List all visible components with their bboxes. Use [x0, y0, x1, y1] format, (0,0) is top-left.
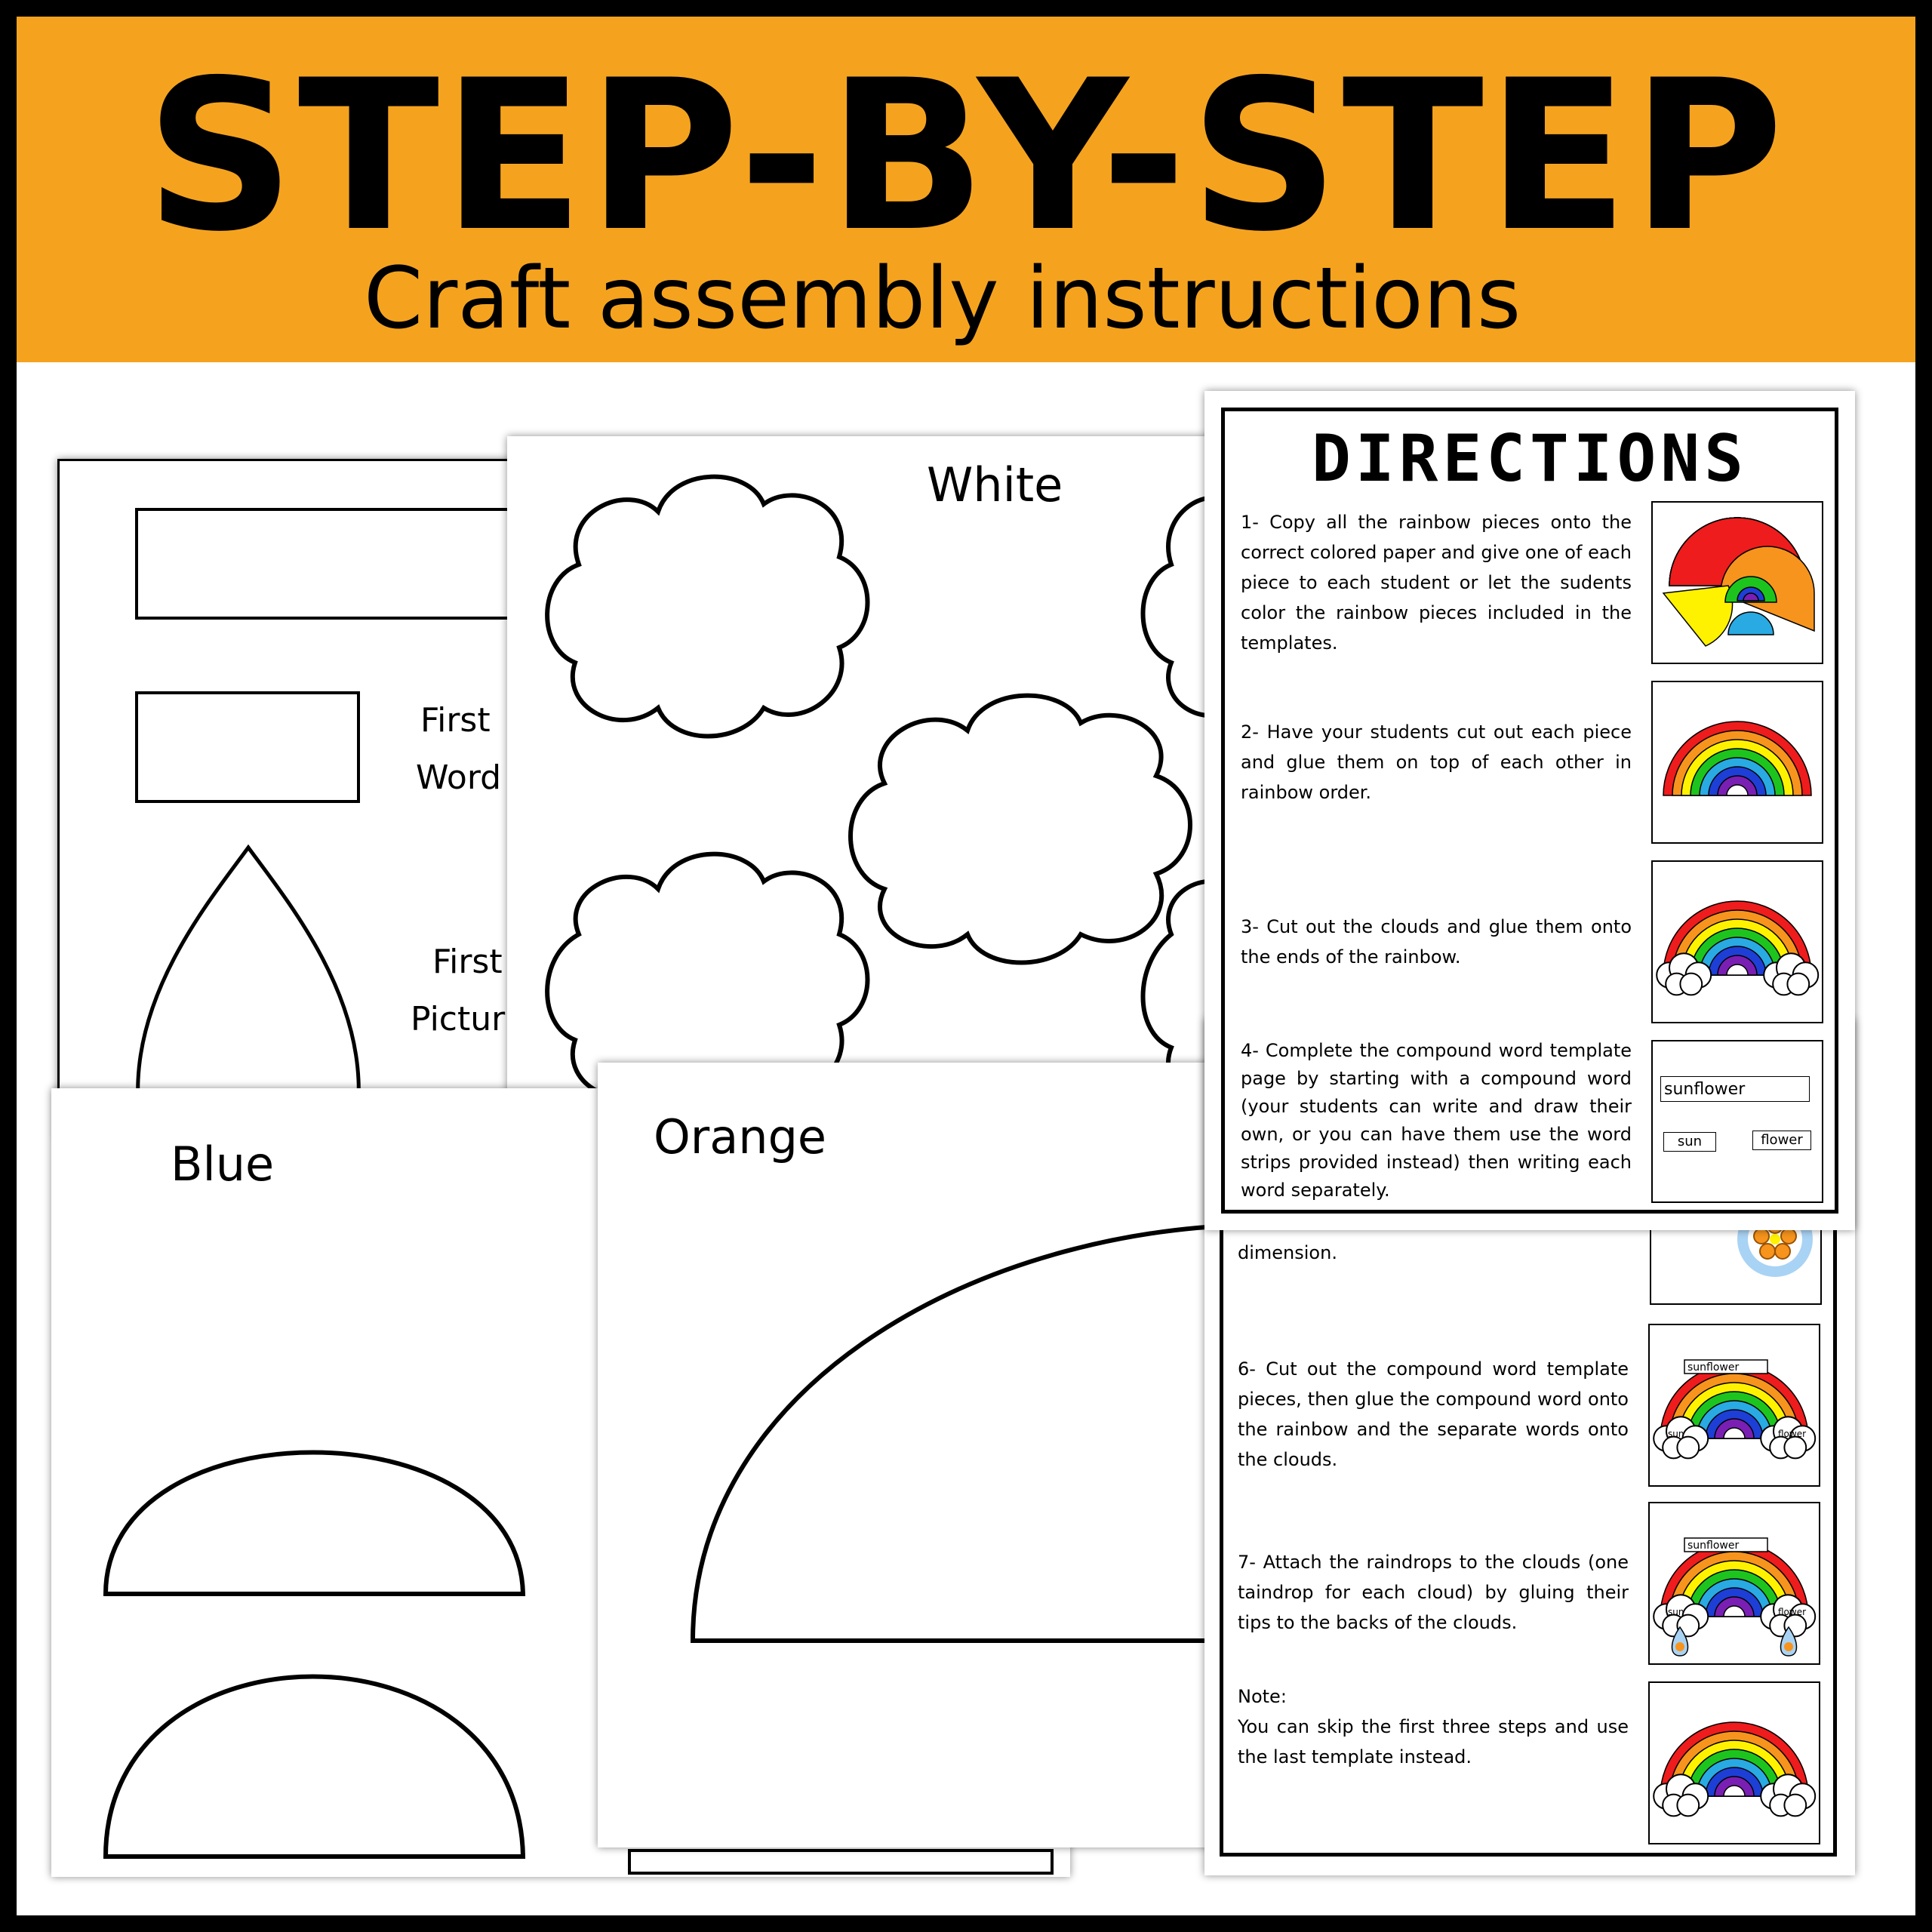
svg-text:flower: flower: [1778, 1607, 1807, 1617]
svg-text:flower: flower: [1778, 1429, 1807, 1439]
step3-text: 3- Cut out the clouds and glue them onto the ends of the rainbow.: [1241, 916, 1632, 968]
step6-text: 6- Cut out the compound word template pieces, then glue the compound word onto the rainbow and the separate words onto the clouds.: [1238, 1358, 1629, 1470]
word-part-1: sun: [1663, 1132, 1716, 1152]
cloud-shapes: [507, 436, 1262, 1115]
directions-title: DIRECTIONS: [1312, 421, 1748, 497]
rainbow-pieces-icon: [1651, 501, 1823, 664]
picture-label: Pictur: [411, 1000, 506, 1038]
orange-label: Orange: [654, 1109, 827, 1164]
word-label: Word: [416, 758, 502, 797]
white-clouds-sheet: [507, 436, 1262, 1115]
first-word-label: First: [420, 701, 491, 740]
svg-text:sunflower: sunflower: [1687, 1361, 1740, 1374]
word-strips-icon: [1651, 1040, 1823, 1203]
word-part-2: flower: [1752, 1131, 1811, 1150]
note-label: Note:: [1238, 1686, 1287, 1707]
step2-text: 2- Have your students cut out each piece and glue them on top of each other in rainbow order.: [1241, 721, 1632, 803]
orange-arc-shape: [598, 1063, 1277, 1847]
note-text: You can skip the first three steps and use the last template instead.: [1238, 1716, 1629, 1767]
page-title: STEP-BY-STEP: [145, 35, 1787, 277]
svg-text:sunflower: sunflower: [1687, 1540, 1740, 1552]
step1-text: 1- Copy all the rainbow pieces onto the correct colored paper and give one of each piece to each student or let the sudents color the rainbow pieces included in the templates.: [1241, 512, 1632, 654]
rainbow-clouds-note-icon: [1648, 1681, 1820, 1844]
rainbow-raindrops-icon: [1648, 1502, 1820, 1665]
rainbow-clouds-icon: [1651, 860, 1823, 1023]
step4-text: 4- Complete the compound word template page by starting with a compound word (your students can write and draw their own, or you can have them use the word strips provided instead) then writing each word separately.: [1241, 1040, 1632, 1201]
white-label: White: [927, 457, 1063, 512]
page-subtitle: Craft assembly instructions: [364, 250, 1521, 348]
compound-word-strip: sunflower: [1660, 1076, 1810, 1102]
word-template-sheet: [57, 459, 586, 1138]
blue-label: Blue: [171, 1137, 275, 1192]
rainbow-icon: [1651, 681, 1823, 844]
svg-text:sun: sun: [1668, 1429, 1684, 1439]
orange-arc-sheet: [598, 1063, 1277, 1847]
step7-text: 7- Attach the raindrops to the clouds (one taindrop for each cloud) by gluing their tips to the backs of the clouds.: [1238, 1552, 1629, 1633]
header-banner: [17, 17, 1915, 362]
svg-text:sun: sun: [1668, 1607, 1684, 1617]
step5-partial-text: dimension.: [1238, 1242, 1337, 1263]
directions-page-1: [1204, 391, 1855, 1230]
rainbow-words-icon: [1648, 1324, 1820, 1487]
first-picture-label: First: [432, 943, 503, 981]
